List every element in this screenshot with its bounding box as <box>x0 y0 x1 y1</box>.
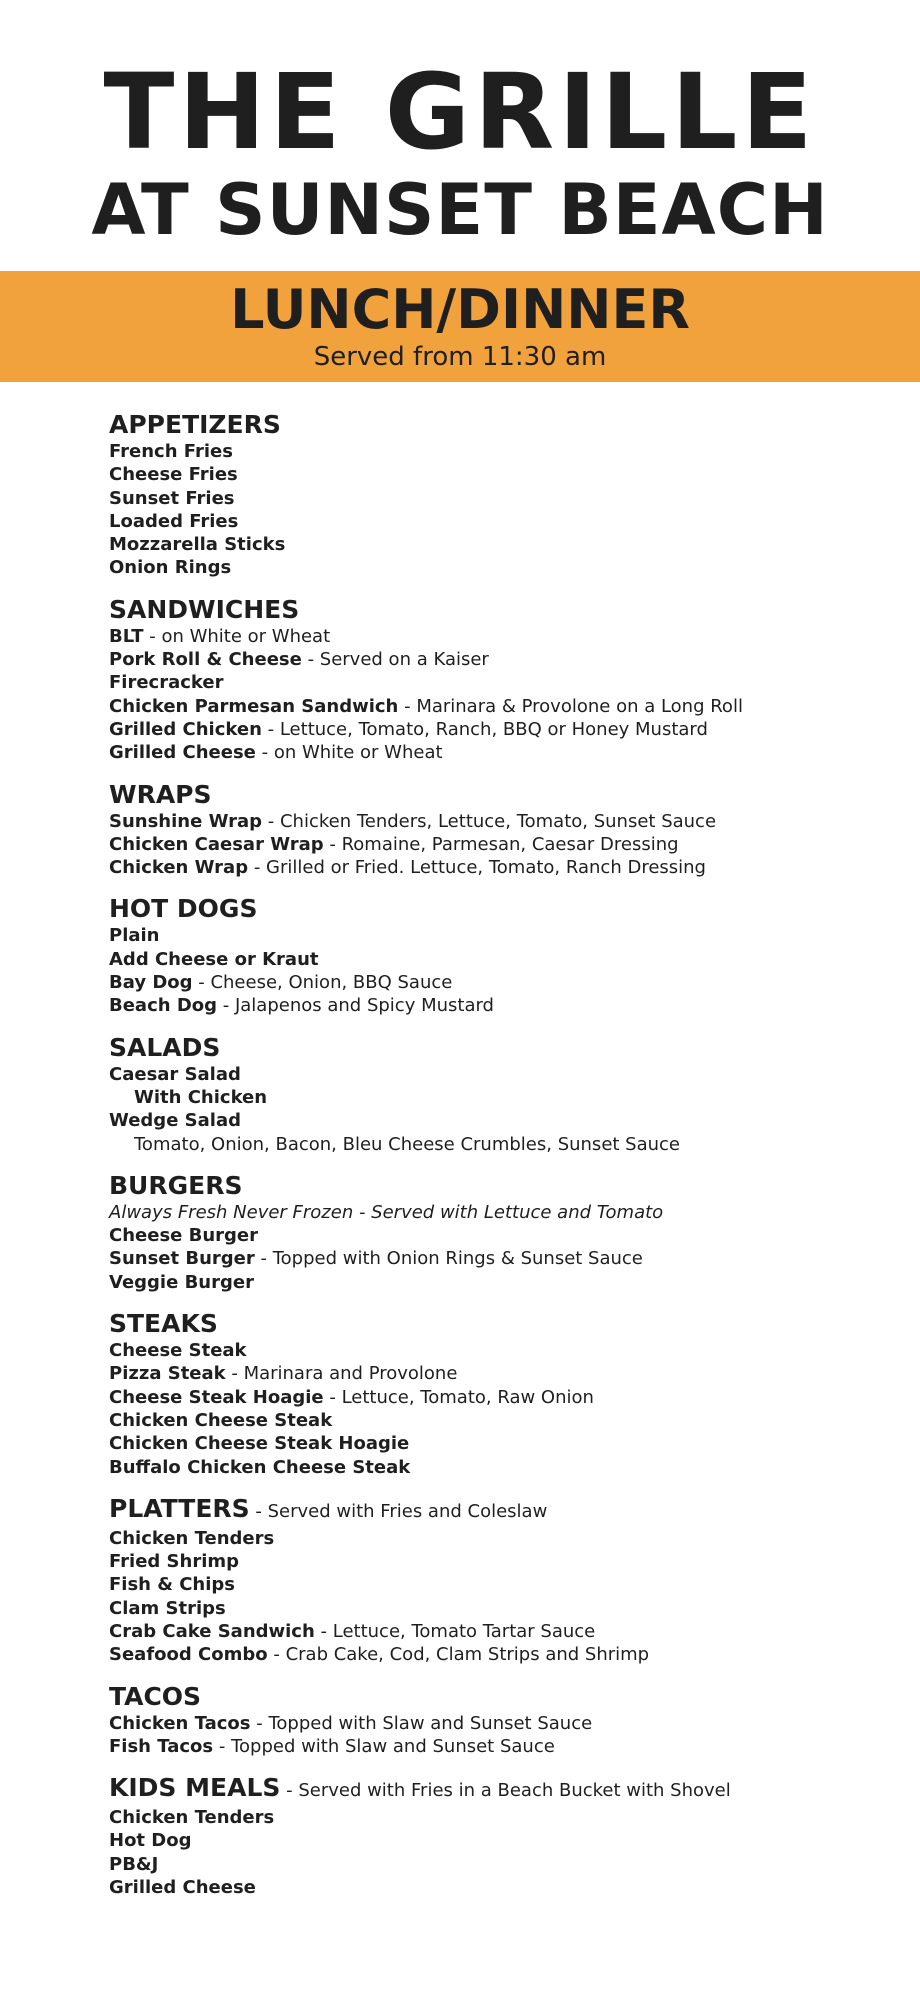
section-sandwiches <box>109 595 889 765</box>
item-name: Chicken Cheese Steak Hoagie <box>109 1433 410 1455</box>
item-name: Grilled Cheese <box>109 1877 256 1899</box>
item-name: Pork Roll & Cheese <box>109 649 302 671</box>
menu-item <box>109 1876 889 1899</box>
section-platters <box>109 1494 889 1667</box>
section-wraps <box>109 780 889 880</box>
item-name: Chicken Caesar Wrap <box>109 833 324 855</box>
menu-item <box>109 1109 889 1132</box>
section-title: STEAKS <box>109 1309 218 1339</box>
item-name: Mozzarella Sticks <box>109 534 286 556</box>
section-title: TACOS <box>109 1681 202 1711</box>
item-name: Add Cheese or Kraut <box>109 948 319 970</box>
menu-item <box>109 1806 889 1829</box>
menu-item <box>109 625 889 648</box>
item-name: Sunshine Wrap <box>109 810 263 832</box>
item-name: Bay Dog <box>109 972 193 994</box>
item-name: Firecracker <box>109 672 224 694</box>
item-name: Sunset Fries <box>109 487 235 509</box>
section-note: Always Fresh Never Frozen - Served with Lettuce and Tomato <box>109 1201 664 1223</box>
menu-item <box>109 648 889 671</box>
menu-item <box>109 1573 889 1596</box>
menu-item <box>109 556 889 579</box>
item-description: - Romaine, Parmesan, Caesar Dressing <box>323 833 679 855</box>
item-name: Buffalo Chicken Cheese Steak <box>109 1456 411 1478</box>
section-kids-meals <box>109 1773 889 1899</box>
item-description: - Topped with Slaw and Sunset Sauce <box>250 1712 593 1734</box>
item-name: Wedge Salad <box>109 1110 241 1132</box>
item-description: - Lettuce, Tomato, Ranch, BBQ or Honey Mustard <box>261 718 708 740</box>
menu-item <box>109 924 889 947</box>
menu-item <box>109 1527 889 1550</box>
item-name: Chicken Tenders <box>109 1527 275 1549</box>
menu-item <box>109 533 889 556</box>
section-appetizers <box>109 410 889 580</box>
item-description: - on White or Wheat <box>255 742 443 764</box>
menu-item <box>109 1620 889 1643</box>
menu-item <box>109 856 889 879</box>
item-name: Clam Strips <box>109 1597 226 1619</box>
meal-title: LUNCH/DINNER <box>230 278 690 341</box>
item-name: Chicken Tenders <box>109 1807 275 1829</box>
item-name: Grilled Cheese <box>109 742 256 764</box>
menu-item <box>109 1063 889 1086</box>
item-description: - Topped with Slaw and Sunset Sauce <box>213 1735 555 1757</box>
restaurant-subtitle: AT SUNSET BEACH <box>91 169 829 251</box>
item-description: - Jalapenos and Spicy Mustard <box>217 995 494 1017</box>
section-salads <box>109 1033 889 1156</box>
menu-item <box>109 971 889 994</box>
item-name: Grilled Chicken <box>109 718 262 740</box>
item-description: - Marinara and Provolone <box>225 1363 458 1385</box>
item-name: Cheese Burger <box>109 1225 259 1247</box>
item-name: Plain <box>109 925 160 947</box>
item-description: - Chicken Tenders, Lettuce, Tomato, Sunset Sauce <box>262 810 717 832</box>
section-hot-dogs <box>109 894 889 1017</box>
menu-item <box>109 1456 889 1479</box>
menu-item <box>109 810 889 833</box>
section-title: BURGERS <box>109 1170 243 1200</box>
meal-hours: Served from 11:30 am <box>313 342 607 372</box>
menu-item <box>109 1362 889 1385</box>
menu-item <box>109 1735 889 1758</box>
menu-item <box>109 1643 889 1666</box>
menu-item <box>109 1271 889 1294</box>
menu-item <box>109 1339 889 1362</box>
item-name: Pizza Steak <box>109 1363 226 1385</box>
menu-item <box>109 833 889 856</box>
menu-item <box>109 510 889 533</box>
item-name: Fried Shrimp <box>109 1551 240 1573</box>
item-name: With Chicken <box>134 1086 268 1108</box>
item-name: Veggie Burger <box>109 1271 254 1293</box>
menu-item <box>109 1386 889 1409</box>
item-description: - on White or Wheat <box>143 625 331 647</box>
section-title: HOT DOGS <box>109 894 258 924</box>
section-title-row <box>109 1494 889 1527</box>
menu-body <box>109 410 889 1914</box>
item-description: - Topped with Onion Rings & Sunset Sauce <box>254 1248 643 1270</box>
menu-item <box>109 440 889 463</box>
menu-item <box>109 1086 889 1109</box>
item-name: Fish & Chips <box>109 1574 236 1596</box>
item-description: - Marinara & Provolone on a Long Roll <box>398 695 743 717</box>
menu-item <box>109 1550 889 1573</box>
item-name: Cheese Fries <box>109 464 238 486</box>
restaurant-title: THE GRILLE <box>103 51 817 173</box>
menu-item <box>109 1829 889 1852</box>
section-title: SANDWICHES <box>109 594 300 624</box>
item-name: Chicken Parmesan Sandwich <box>109 695 399 717</box>
menu-item <box>109 1409 889 1432</box>
item-name: Chicken Wrap <box>109 857 249 879</box>
item-name: Caesar Salad <box>109 1063 241 1085</box>
menu-item <box>109 1597 889 1620</box>
item-name: BLT <box>109 625 144 647</box>
menu-item <box>109 671 889 694</box>
menu-item <box>109 1853 889 1876</box>
item-description: - Lettuce, Tomato Tartar Sauce <box>314 1620 596 1642</box>
section-title-row <box>109 1773 889 1806</box>
menu-item <box>109 1133 889 1156</box>
item-description: - Served on a Kaiser <box>301 649 489 671</box>
menu-item <box>109 487 889 510</box>
section-burgers <box>109 1171 889 1294</box>
item-name: Cheese Steak Hoagie <box>109 1386 324 1408</box>
item-name: Seafood Combo <box>109 1644 268 1666</box>
menu-item <box>109 741 889 764</box>
section-title: KIDS MEALS <box>109 1773 281 1803</box>
menu-item <box>109 1247 889 1270</box>
menu-item <box>109 718 889 741</box>
item-name: PB&J <box>109 1853 159 1875</box>
section-title: APPETIZERS <box>109 410 281 439</box>
section-title: WRAPS <box>109 779 212 809</box>
section-steaks <box>109 1309 889 1479</box>
item-name: Beach Dog <box>109 995 218 1017</box>
item-name: Hot Dog <box>109 1830 192 1852</box>
item-name: Sunset Burger <box>109 1248 255 1270</box>
menu-item <box>109 1224 889 1247</box>
item-description: - Crab Cake, Cod, Clam Strips and Shrimp <box>267 1644 650 1666</box>
item-name: Fish Tacos <box>109 1735 214 1757</box>
section-note: - Served with Fries in a Beach Bucket with Shovel <box>280 1780 731 1802</box>
item-name: Chicken Tacos <box>109 1712 251 1734</box>
menu-item <box>109 994 889 1017</box>
item-name: Cheese Steak <box>109 1340 247 1362</box>
section-note: - Served with Fries and Coleslaw <box>249 1500 548 1522</box>
menu-item <box>109 1432 889 1455</box>
item-name: Loaded Fries <box>109 510 239 532</box>
menu-item <box>109 1712 889 1735</box>
item-description: Tomato, Onion, Bacon, Bleu Cheese Crumbles, Sunset Sauce <box>134 1133 681 1155</box>
section-title: SALADS <box>109 1032 221 1062</box>
item-name: Chicken Cheese Steak <box>109 1409 333 1431</box>
meal-banner <box>0 271 920 382</box>
item-description: - Lettuce, Tomato, Raw Onion <box>323 1386 594 1408</box>
menu-item <box>109 463 889 486</box>
section-tacos <box>109 1682 889 1759</box>
item-description: - Cheese, Onion, BBQ Sauce <box>192 972 453 994</box>
menu-item <box>109 948 889 971</box>
menu-item <box>109 695 889 718</box>
item-name: Onion Rings <box>109 557 232 579</box>
item-name: French Fries <box>109 441 233 462</box>
item-name: Crab Cake Sandwich <box>109 1620 315 1642</box>
section-title: PLATTERS <box>109 1493 250 1523</box>
item-description: - Grilled or Fried. Lettuce, Tomato, Ranch Dressing <box>248 857 706 879</box>
